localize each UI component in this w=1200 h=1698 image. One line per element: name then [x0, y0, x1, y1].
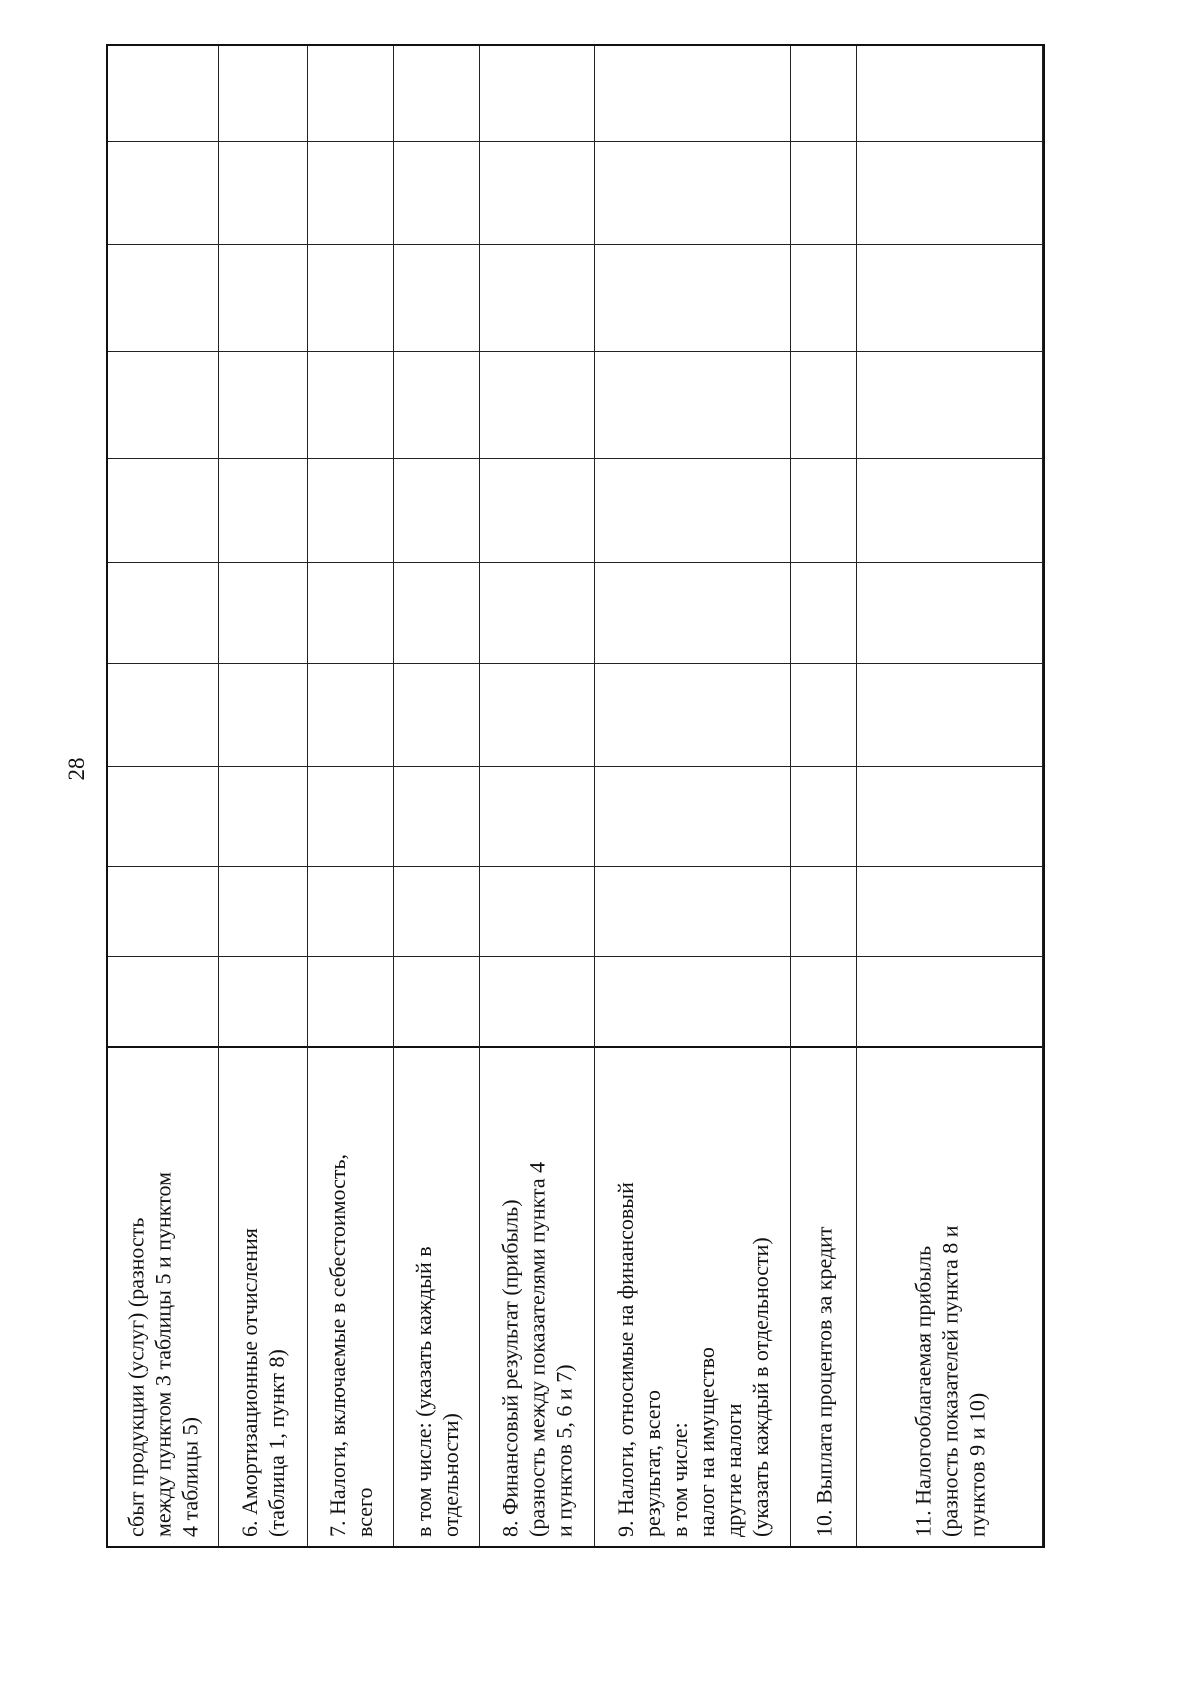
financial-indicators-table [106, 44, 1045, 1548]
row-label: 10. Выплата процентов за кредит [811, 1226, 836, 1537]
table-row [308, 46, 394, 1546]
row-label: сбыт продукции (услуг) (разность между пунктом 3 таблицы 5 и пунктом 4 таблицы 5) [123, 1172, 203, 1537]
row-label: 7. Налоги, включаемые в себестоимость, всего [324, 1154, 377, 1537]
row-label-cell [480, 1046, 594, 1546]
page-number: 28 [64, 757, 89, 781]
table-row [791, 46, 857, 1546]
row-label-cell [394, 1046, 479, 1546]
row-label-cell [791, 1046, 856, 1546]
row-label: в том числе: (указать каждый в отдельности) [410, 1246, 463, 1537]
row-label: 11. Налогооблагаемая прибыль (разность показателей пункта 8 и пунктов 9 и 10) [910, 1225, 989, 1537]
table-grid-line [108, 956, 1043, 957]
table-grid-line [108, 458, 1043, 459]
row-label: 8. Финансовый результат (прибыль) (разность между показателями пункта 4 и пунктов 5, 6 и 7) [497, 1161, 577, 1537]
row-label-cell [108, 1046, 218, 1546]
table-grid-line [108, 866, 1043, 867]
row-label: 6. Амортизационные отчисления (таблица 1, пункт 8) [237, 1228, 289, 1537]
table-grid-line [108, 141, 1043, 142]
table-grid-line [108, 663, 1043, 664]
row-label: 9. Налоги, относимые на финансовый результат, всего в том числе: налог на имущество другие налоги (указать каждый в отдельности) [612, 1182, 773, 1537]
table-grid-line [108, 562, 1043, 563]
table-row [857, 46, 1043, 1546]
table-row [595, 46, 791, 1546]
table-row [394, 46, 480, 1546]
row-label-cell [308, 1046, 393, 1546]
table-row [108, 46, 219, 1546]
row-label-cell [219, 1046, 307, 1546]
row-label-cell [595, 1046, 790, 1546]
table-row [480, 46, 595, 1546]
table-row [219, 46, 308, 1546]
table-grid-line [108, 766, 1043, 767]
row-label-cell [857, 1046, 1042, 1546]
table-grid-line [108, 351, 1043, 352]
table-grid-line [108, 244, 1043, 245]
